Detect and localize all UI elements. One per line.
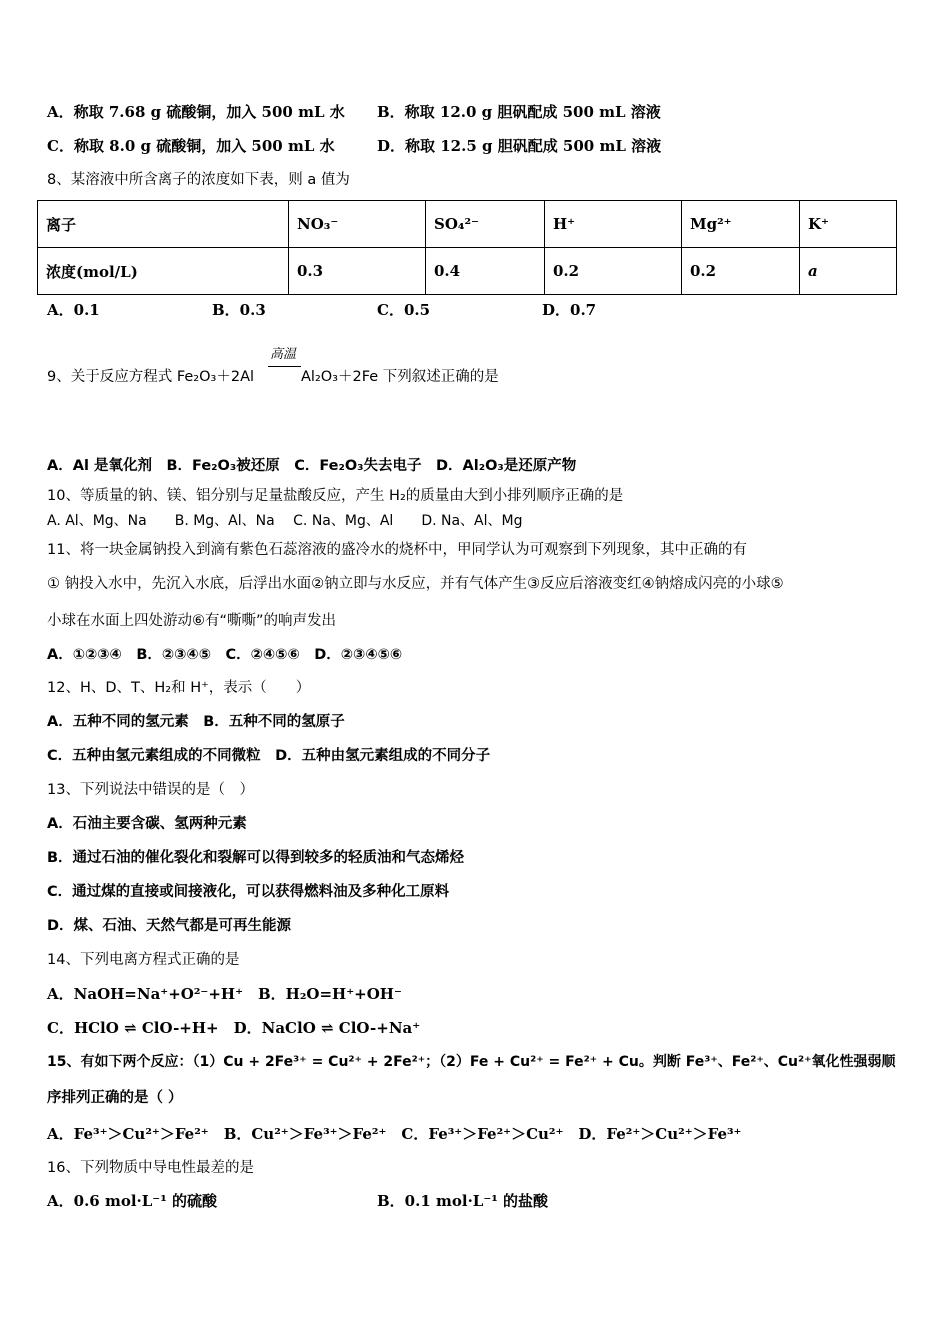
q10-stem: 10、等质量的钠、镁、铝分别与足量盐酸反应，产生 H₂的质量由大到小排列顺序正确的是 (47, 488, 624, 504)
q7-option-b: B．称取 12.0 g 胆矾配成 500 mL 溶液 (377, 103, 661, 121)
table-header-row (38, 201, 897, 248)
q7-option-d: D．称取 12.5 g 胆矾配成 500 mL 溶液 (377, 137, 662, 155)
q13-option-c: C．通过煤的直接或间接液化，可以获得燃料油及多种化工原料 (47, 884, 450, 900)
q16-stem: 16、下列物质中导电性最差的是 (47, 1160, 254, 1176)
table-cell: a (800, 248, 897, 295)
q16-option-a: A．0.6 mol·L⁻¹ 的硫酸 (47, 1192, 218, 1210)
header-cell: NO₃⁻ (289, 201, 426, 248)
q15-options: A．Fe³⁺＞Cu²⁺＞Fe²⁺ B．Cu²⁺＞Fe³⁺＞Fe²⁺ C．Fe³⁺＞Fe²⁺＞Cu²⁺ D．Fe²⁺＞Cu²⁺＞Fe³⁺ (47, 1125, 742, 1143)
q8-stem: 8、某溶液中所含离子的浓度如下表，则 a 值为 (47, 172, 350, 188)
q8-option-a: A．0.1 (47, 301, 100, 319)
q12-stem: 12、H、D、T、H₂和 H⁺，表示（ ） (47, 680, 311, 696)
ion-table (37, 200, 897, 295)
q15-stem: 15、有如下两个反应：（1）Cu + 2Fe³⁺ = Cu²⁺ + 2Fe²⁺；（2）Fe + Cu²⁺ = Fe²⁺ + Cu。判断 Fe³⁺、Fe²⁺、Cu²⁺氧化性强弱顺 (47, 1054, 896, 1070)
q11-stem: 11、将一块金属钠投入到滴有紫色石蕊溶液的盛冷水的烧杯中，甲同学认为可观察到下列现象，其中正确的有 (47, 542, 747, 558)
q10-options: A. Al、Mg、Na B. Mg、Al、Na C. Na、Mg、Al D. Na、Al、Mg (47, 513, 523, 529)
table-row (38, 248, 897, 295)
q14-stem: 14、下列电离方程式正确的是 (47, 952, 240, 968)
q13-option-d: D．煤、石油、天然气都是可再生能源 (47, 918, 292, 934)
q7-option-c: C．称取 8.0 g 硫酸铜，加入 500 mL 水 (47, 137, 335, 155)
q9-stem-left: 9、关于反应方程式 Fe₂O₃＋2Al (47, 369, 255, 385)
q7-option-a: A．称取 7.68 g 硫酸铜，加入 500 mL 水 (47, 103, 345, 121)
q8-option-d: D．0.7 (542, 301, 597, 319)
q13-option-a: A．石油主要含碳、氢两种元素 (47, 816, 247, 832)
q15-stem-2: 序排列正确的是（ ） (47, 1090, 183, 1106)
header-cell: H⁺ (545, 201, 682, 248)
table-cell: 0.2 (682, 248, 800, 295)
q11-line3: 小球在水面上四处游动⑥有“嘶嘶”的响声发出 (47, 613, 337, 629)
q16-option-b: B．0.1 mol·L⁻¹ 的盐酸 (377, 1192, 549, 1210)
q8-option-c: C．0.5 (377, 301, 431, 319)
q8-option-b: B．0.3 (212, 301, 266, 319)
q13-option-b: B．通过石油的催化裂化和裂解可以得到较多的轻质油和气态烯烃 (47, 850, 465, 866)
header-cell: 离子 (38, 201, 289, 248)
q13-stem: 13、下列说法中错误的是（ ） (47, 782, 254, 798)
q11-options: A．①②③④ B．②③④⑤ C．②④⑤⑥ D．②③④⑤⑥ (47, 647, 403, 663)
q9-options: A．Al 是氧化剂 B．Fe₂O₃被还原 C．Fe₂O₃失去电子 D．Al₂O₃是还原产物 (47, 458, 577, 474)
q12-options-1: A．五种不同的氢元素 B．五种不同的氢原子 (47, 714, 345, 730)
table-cell: 0.3 (289, 248, 426, 295)
q9-stem-right: Al₂O₃＋2Fe 下列叙述正确的是 (301, 369, 499, 385)
reaction-condition: 高温 (270, 347, 297, 362)
table-cell: 浓度(mol/L) (38, 248, 289, 295)
q14-options-2: C．HClO ⇌ ClO-+H+ D．NaClO ⇌ ClO-+Na⁺ (47, 1019, 421, 1037)
q14-options-1: A．NaOH=Na⁺+O²⁻+H⁺ B．H₂O=H⁺+OH⁻ (47, 985, 402, 1003)
header-cell: SO₄²⁻ (426, 201, 545, 248)
table-cell: 0.4 (426, 248, 545, 295)
q11-line2: ① 钠投入水中，先沉入水底，后浮出水面②钠立即与水反应，并有气体产生③反应后溶液变红④钠熔成闪亮的小球⑤ (47, 576, 784, 592)
header-cell: K⁺ (800, 201, 897, 248)
header-cell: Mg²⁺ (682, 201, 800, 248)
reaction-arrow-line (268, 366, 301, 367)
table-cell: 0.2 (545, 248, 682, 295)
q12-options-2: C．五种由氢元素组成的不同微粒 D．五种由氢元素组成的不同分子 (47, 748, 491, 764)
